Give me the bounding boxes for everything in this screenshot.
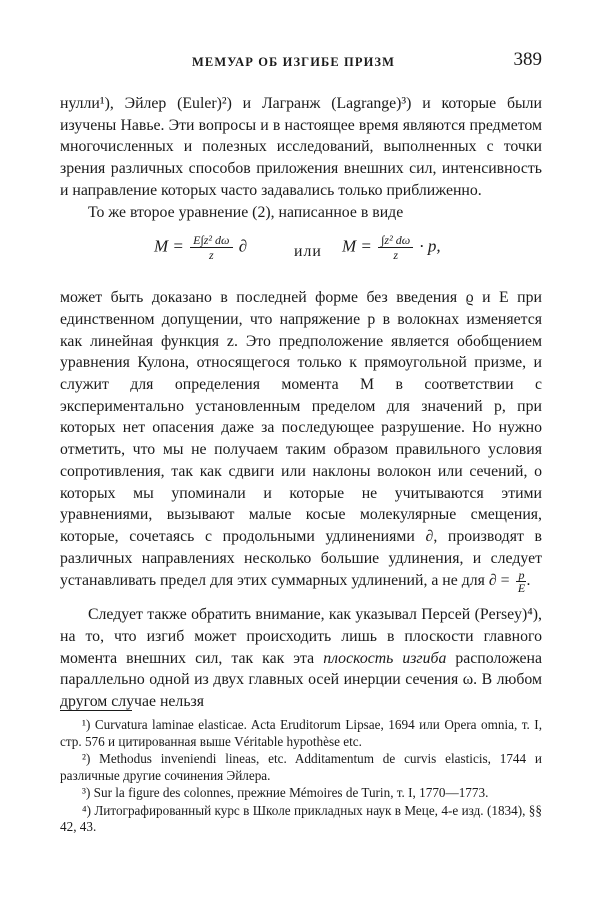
formula-left — [154, 233, 247, 262]
inline-fraction — [516, 569, 526, 594]
formula-right — [342, 233, 441, 262]
formula-numerator-1: E∫z² dω — [190, 233, 232, 248]
footnote-4: ⁴) Литографированный курс в Школе прикладных наук в Меце, 4-е изд. (1834), §§ 42, 43. — [60, 802, 542, 834]
paragraph-derivation — [60, 287, 542, 594]
footnote-2: ²) Methodus inveniendi lineas, etc. Additamentum de curvis elasticis, 1744 и различные другие сочинения Эйлера. — [60, 751, 542, 783]
term-bending-plane: плоскость изгиба — [323, 649, 447, 667]
paragraph-derivation-end: . — [526, 572, 531, 590]
footnote-3: ³) Sur la figure des colonnes, прежние Mémoires de Turin, т. I, 1770—1773. — [82, 785, 489, 800]
page-number: 389 — [513, 49, 542, 70]
formula-var-2: · p, — [419, 236, 441, 256]
formula-var-1: ∂ — [238, 236, 248, 256]
formula-lhs-2: M = — [342, 236, 372, 256]
formula-fraction-2 — [378, 233, 413, 262]
paragraph-equation-intro: То же второе уравнение (2), написанное в виде — [88, 203, 404, 221]
formula-lhs-1: M = — [154, 236, 184, 256]
formula-denominator-1: z — [208, 248, 214, 263]
paragraph-bending-end: расположена параллельно одной из двух главных осей инерции сечения ω. В любом другом случае нельзя — [60, 649, 542, 711]
main-text — [60, 93, 542, 713]
running-title: МЕМУАР ОБ ИЗГИБЕ ПРИЗМ — [192, 55, 396, 69]
display-formula — [60, 227, 542, 279]
formula-numerator-2: ∫z² dω — [378, 233, 413, 248]
paragraph-continuation: нулли¹), Эйлер (Euler)²) и Лагранж (Lagrange)³) и которые были изучены Навье. Эти вопросы и в настоящее время являются предметом многочисленных и полезных исследований, выполненных с точки зрения различных способов приложения внешних сил, интенсивность и направление которых часто задавались только приближенно. — [60, 95, 542, 199]
paragraph-bending-plane — [60, 604, 542, 713]
footnotes — [60, 717, 542, 837]
page-header — [60, 49, 542, 76]
paragraph-gap — [60, 594, 542, 604]
paragraph-bending-start: Следует также обратить внимание, как указывал Персей (Persey)⁴), на то, что изгиб может происходить лишь в плоскости главного момента внешних сил, так как эта — [60, 606, 542, 667]
paragraph-derivation-text: может быть доказано в последней форме без введения ϱ и E при единственном допущении, что напряжение p в волокнах изменяется как линейная функция z. Это предположение является обобщением уравнения Кулона, относящегося только к прямоугольной призме, и служит для определения момента M в соответствии с экспериментально установленным пределом для значений p, при которых нет опасения даже за последующее разрушение. Но нужно отметить, что мы не получаем таким образом правильного условия сопротивления, так как сдвиги или наклоны волокон или сечений, о которых мы упоминали и которые не учитываются этими уравнениями, вызывают малые косые молекулярные смещения, которые, сочетаясь с продольными удлинениями ∂, производят в различных направлениях несколько большие удлинения, и следует устанавливать предел для этих суммарных удлинений, а не для ∂ = — [60, 289, 542, 590]
footnote-divider — [60, 710, 132, 711]
formula-denominator-2: z — [393, 248, 398, 263]
formula-or: или — [294, 243, 322, 261]
inline-fraction-den: E — [517, 581, 526, 596]
inline-fraction-num: p — [518, 568, 525, 583]
formula-fraction-1 — [190, 233, 232, 262]
footnote-1: ¹) Curvatura laminae elasticae. Acta Eruditorum Lipsae, 1694 или Opera omnia, т. I, стр. 576 и цитированная выше Véritable hypothèse etc. — [60, 717, 542, 749]
